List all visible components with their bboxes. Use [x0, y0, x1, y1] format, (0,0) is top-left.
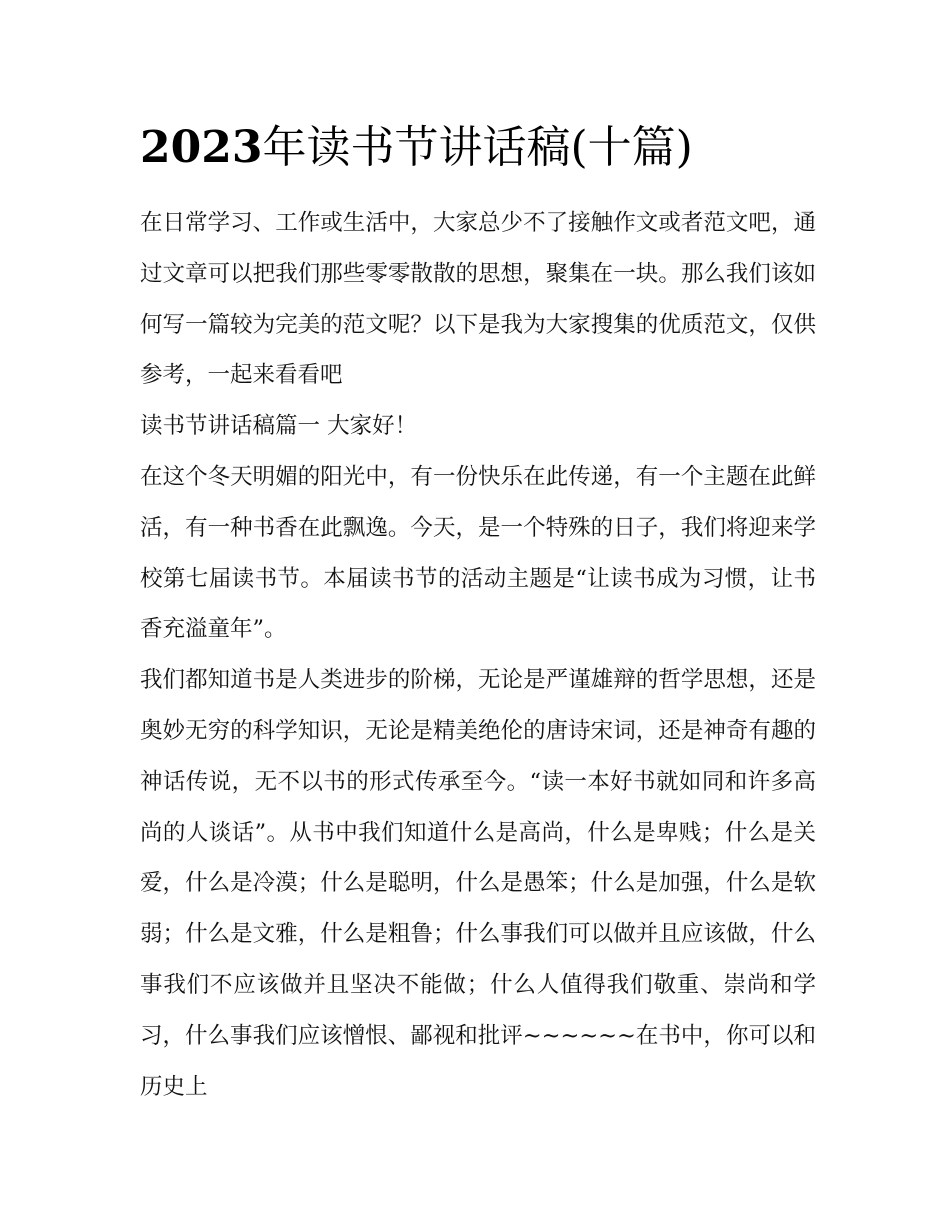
- body-paragraph: 在这个冬天明媚的阳光中，有一份快乐在此传递，有一个主题在此鲜活，有一种书香在此飘逸。今天，是一个特殊的日子，我们将迎来学校第七届读书节。本届读书节的活动主题是“让读书成为习惯，让书香充溢童年”。: [140, 463, 816, 643]
- section-heading-paragraph: 读书节讲话稿篇一 大家好！: [140, 413, 418, 440]
- title-text: 年读书节讲话稿(十篇): [262, 122, 693, 173]
- body-paragraph: 我们都知道书是人类进步的阶梯，无论是严谨雄辩的哲学思想，还是奥妙无穷的科学知识，无论是精美绝伦的唐诗宋词，还是神奇有趣的神话传说，无不以书的形式传承至今。“读一本好书就如同和许多高尚的人谈话”。从书中我们知道什么是高尚，什么是卑贱；什么是关爱，什么是冷漠；什么是聪明，什么是愚笨；什么是加强，什么是软弱；什么是文雅，什么是粗鲁；什么事我们可以做并且应该做，什么事我们不应该做并且坚决不能做；什么人值得我们敬重、崇尚和学习，什么事我们应该憎恨、鄙视和批评~~~~~~在书中，你可以和历史上: [140, 667, 816, 1100]
- document-body: [140, 198, 816, 1112]
- title-year: 2023: [140, 122, 263, 173]
- intro-paragraph: 在日常学习、工作或生活中，大家总少不了接触作文或者范文吧，通过文章可以把我们那些零零散散的思想，聚集在一块。那么我们该如何写一篇较为完美的范文呢？以下是我为大家搜集的优质范文，仅供参考，一起来看看吧: [140, 210, 816, 389]
- page-title: [140, 118, 830, 178]
